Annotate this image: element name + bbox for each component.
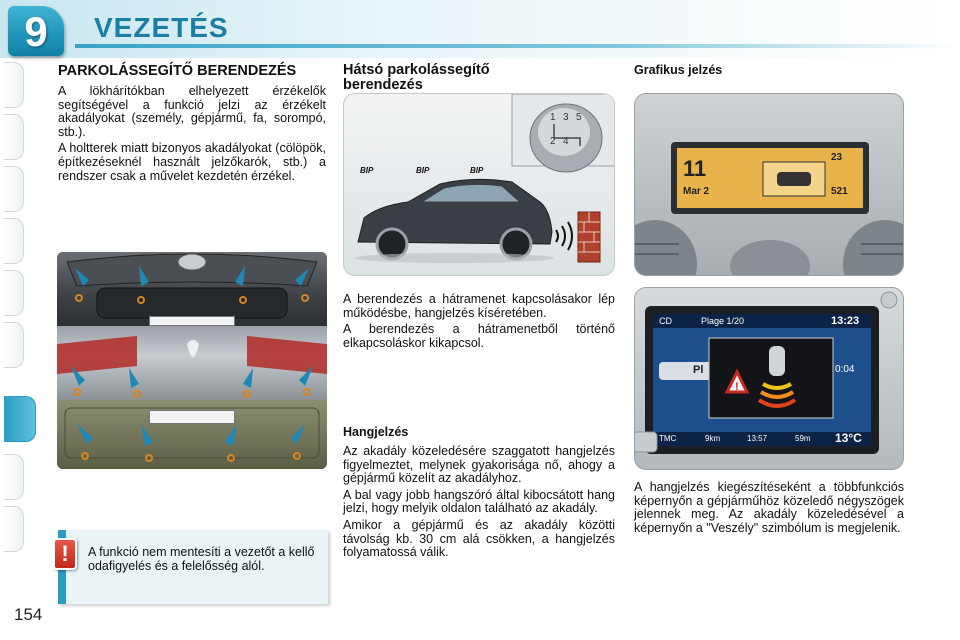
cd-label: CD bbox=[659, 316, 672, 326]
chapter-tab[interactable] bbox=[4, 114, 24, 160]
chapter-tab[interactable] bbox=[4, 322, 24, 368]
multifunction-screen-illustration bbox=[634, 287, 904, 470]
dashboard-display-illustration bbox=[634, 93, 904, 276]
column-rear-parking-aid bbox=[343, 63, 615, 93]
chapter-title: VEZETÉS bbox=[94, 12, 229, 43]
beep-label: BIP bbox=[470, 166, 484, 175]
chapter-badge bbox=[8, 6, 64, 56]
paragraph: A lökhárítókban elhelyezett érzékelők segítségével a funkció jelzi az érzékelt akadályokat (személy, gépjármű, fa, sorompó, stb.). bbox=[58, 84, 326, 139]
track-duration: 0:04 bbox=[835, 364, 855, 375]
screen-time: 13:23 bbox=[831, 315, 860, 327]
license-plate bbox=[149, 316, 235, 326]
display-temperature: 23 bbox=[831, 152, 843, 163]
paragraph: Amikor a gépjármű és az akadály közötti távolság kb. 30 cm alá csökken, a hangjelzés folyamatossá válik. bbox=[343, 517, 615, 560]
chapter-tab[interactable] bbox=[4, 270, 24, 316]
column-graphic-display bbox=[634, 63, 904, 77]
paragraph: A bal vagy jobb hangszóró által kibocsátott hang jelzi, hogy melyik oldalon található az akadály. bbox=[343, 487, 615, 516]
chapter-number: 9 bbox=[24, 8, 48, 55]
route-distance: 9km bbox=[705, 434, 721, 443]
license-plate bbox=[149, 410, 235, 424]
paragraph: A holtterek miatt bizonyos akadályokat (cölöpök, építkezéseknél használt jelzőkarók, stb.) a rendszer csak a művelet kezdetén érzékel. bbox=[58, 141, 326, 183]
heading-graphic-display: Grafikus jelzés bbox=[634, 63, 723, 77]
svg-text:!: ! bbox=[735, 381, 739, 393]
chapter-tab[interactable] bbox=[4, 62, 24, 108]
gear-number: 4 bbox=[563, 136, 569, 147]
clock-hours: 11 bbox=[683, 156, 707, 181]
column-sound-signal bbox=[343, 425, 615, 560]
paragraph: A berendezés a hátramenetből történő elkapcsoláskor kikapcsol. bbox=[343, 322, 615, 350]
rear-hatch bbox=[57, 326, 327, 400]
paragraph: Az akadály közeledésére szaggatott hangjelzés figyelmeztet, melynek gyakorisága nő, ahogy a gépjármű közelít az akadályhoz. bbox=[343, 444, 615, 486]
chapter-tab[interactable] bbox=[4, 454, 24, 500]
warning-icon: ! bbox=[53, 538, 77, 570]
display-date: Mar 2 bbox=[683, 186, 710, 197]
bumper-sensors-illustration bbox=[57, 252, 327, 469]
beep-label: BIP bbox=[360, 166, 374, 175]
gear-number: 3 bbox=[563, 112, 569, 123]
remaining-distance: 59m bbox=[795, 434, 811, 443]
warning-note bbox=[58, 530, 328, 604]
paragraph: A hangjelzés kiegészítéseként a többfunkciós képernyőn a gépjárműhöz közeledő négyszögek jelennek meg. Az akadály közeledésével a képernyőn a "Veszély" szimbólum is megjelenik. bbox=[634, 480, 904, 535]
chapter-tabs bbox=[0, 62, 28, 582]
display-distance: 521 bbox=[831, 186, 848, 197]
column-graphic-body bbox=[634, 478, 904, 535]
chapter-tab-active[interactable] bbox=[4, 396, 36, 442]
arrival-time: 13:57 bbox=[747, 434, 768, 443]
column-rear-body bbox=[343, 290, 615, 350]
heading-parking-aid: PARKOLÁSSEGÍTŐ BERENDEZÉS bbox=[58, 63, 297, 79]
outside-temperature: 13°C bbox=[835, 431, 862, 445]
header-rule bbox=[75, 44, 960, 48]
car-reverse-illustration bbox=[343, 93, 615, 276]
rear-bumper bbox=[57, 400, 327, 469]
gear-number: 1 bbox=[550, 112, 556, 123]
track-label: Plage 1/20 bbox=[701, 316, 745, 326]
front-bumper bbox=[57, 252, 327, 326]
heading-rear-parking-aid: Hátsó parkolássegítő berendezés bbox=[343, 62, 490, 93]
paragraph: A berendezés a hátramenet kapcsolásakor lép működésbe, hangjelzés kíséretében. bbox=[343, 292, 615, 320]
column-parking-aid bbox=[58, 64, 326, 183]
gear-number: 5 bbox=[576, 112, 582, 123]
chapter-tab[interactable] bbox=[4, 166, 24, 212]
gear-number: 2 bbox=[550, 136, 556, 147]
heading-sound-signal: Hangjelzés bbox=[343, 425, 409, 439]
page-number: 154 bbox=[14, 605, 43, 624]
warning-note-text: A funkció nem mentesíti a vezetőt a kellő odafigyelés és a felelősség alól. bbox=[88, 545, 315, 573]
artist-label: Pl bbox=[693, 364, 704, 376]
chapter-tab[interactable] bbox=[4, 218, 24, 264]
beep-label: BIP bbox=[416, 166, 430, 175]
tmc-label: TMC bbox=[659, 434, 677, 443]
chapter-tab[interactable] bbox=[4, 506, 24, 552]
